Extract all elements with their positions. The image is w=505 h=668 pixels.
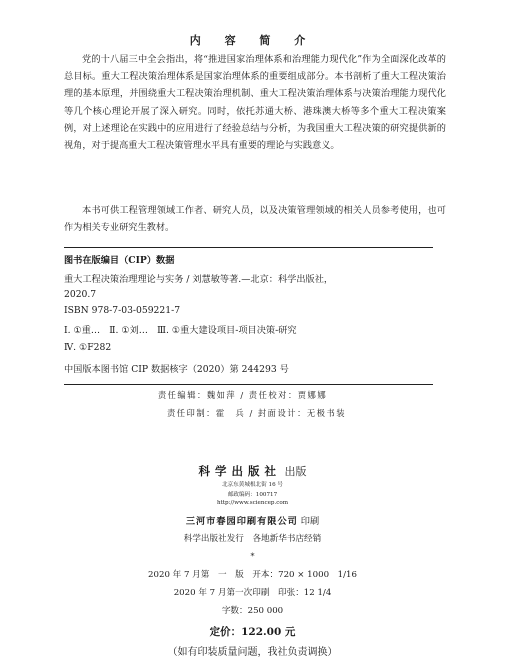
editor-credits: 责任编辑：魏如萍 / 责任校对：贾娜娜 (157, 390, 328, 400)
cip-top-rule (64, 247, 433, 248)
cip-classification-line: Ⅰ. ①重… Ⅱ. ①刘… Ⅲ. ①重大建设项目-项目决策-研究 (64, 325, 297, 336)
cip-record-number: 中国版本图书馆 CIP 数据核字（2020）第 244293 号 (64, 364, 289, 375)
cip-heading: 图书在版编目（CIP）数据 (64, 255, 175, 266)
publisher-zip: 邮政编码：100717 (227, 492, 278, 498)
distribution-line: 科学出版社发行 各地新华书店经销 (183, 534, 322, 544)
quality-notice: （如有印装质量问题，我社负责调换） (167, 647, 338, 658)
price: 定价：122.00 元 (209, 626, 296, 638)
publisher-line (0, 463, 505, 479)
publisher-suffix: 出版 (281, 465, 307, 478)
printer-name: 三河市春园印刷有限公司 (185, 516, 298, 527)
production-credits: 责任印制：霍 兵 / 封面设计：无极书装 (166, 408, 347, 418)
word-count: 字数：250 000 (221, 606, 284, 616)
intro-paragraph-2: 本书可供工程管理领域工作者、研究人员，以及决策管理领域的相关人员参考使用，也可作为相关专业研究生教材。 (64, 205, 446, 234)
publisher-logo-text: 科学出版社 (198, 464, 281, 478)
intro-paragraph-1: 党的十八届三中全会指出，将“推进国家治理体系和治理能力现代化”作为全面深化改革的总目标。重大工程决策治理体系是国家治理体系的重要组成部分。本书剖析了重大工程决策治理的基本原理，并围绕重大工程决策治理机制、重大工程决策治理体系与决策治理能力现代化等几个核心理论开展了深入研究。同时，依托苏通大桥、港珠澳大桥等多个重大工程决策案例，对上述理论在实践中的应用进行了经验总结与分析，为我国重大工程决策的研究提供新的视角，对于提高重大工程决策管理水平具有重要的理论与实践意义。 (64, 54, 446, 152)
printing-line: 2020 年 7 月第一次印刷 印张：12 1/4 (173, 588, 332, 598)
cip-classification-code: Ⅳ. ①F282 (64, 342, 112, 353)
cip-isbn-line: ISBN 978-7-03-059221-7 (64, 305, 181, 316)
publisher-url: http://www.sciencep.com (216, 500, 289, 506)
separator-star: * (250, 552, 255, 561)
page-title: 内 容 简 介 (189, 34, 316, 47)
cip-bottom-rule (64, 384, 433, 385)
printer-line (0, 513, 505, 527)
edition-line: 2020 年 7 月第 一 版 开本：720 × 1000 1/16 (148, 570, 357, 580)
cip-title-line: 重大工程决策治理理论与实务 / 刘慧敏等著.—北京：科学出版社， (64, 274, 334, 285)
publisher-address: 北京东黄城根北街 16 号 (221, 482, 284, 488)
printer-suffix: 印刷 (297, 516, 320, 527)
cip-date-line: 2020.7 (64, 289, 97, 300)
